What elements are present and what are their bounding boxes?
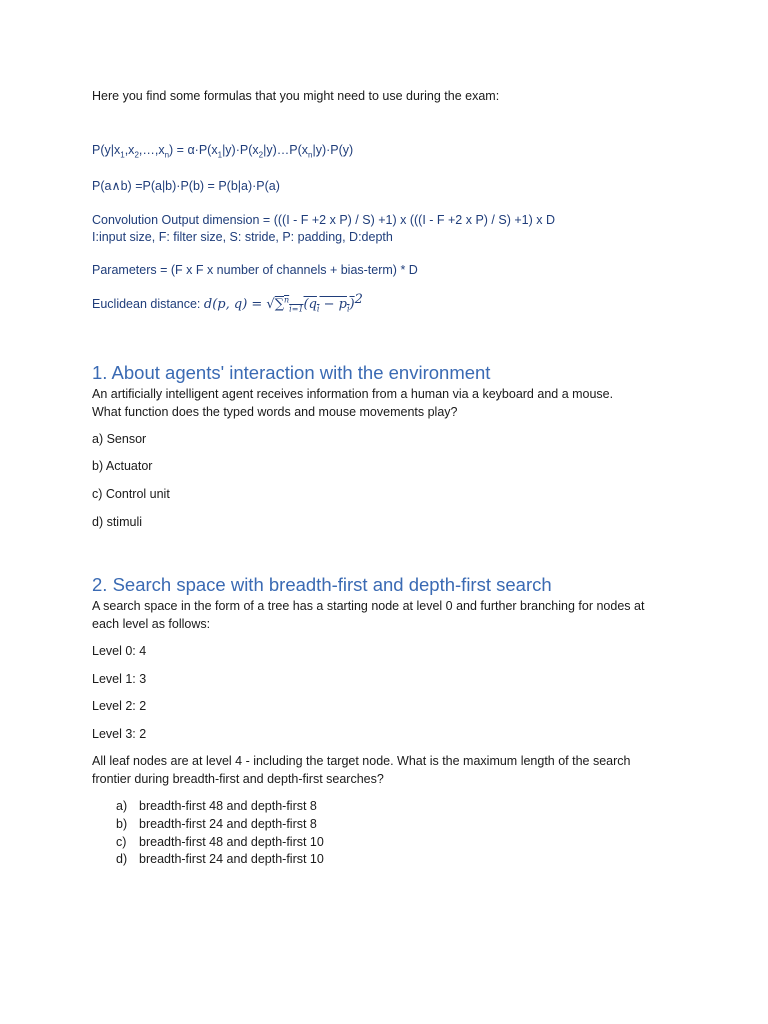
- formula-joint: P(a∧b) =P(a|b)·P(b) = P(b|a)·P(a): [92, 179, 280, 193]
- formula-conv-output: Convolution Output dimension = (((I - F +2 x P) / S) +1) x (((I - F +2 x P) / S) +1) x D: [92, 213, 555, 227]
- q2-text-line-1: A search space in the form of a tree has a starting node at level 0 and further branching for nodes at: [92, 599, 645, 613]
- q2-text-line-2: each level as follows:: [92, 617, 211, 631]
- formula-euclidean: Euclidean distance: d(p, $q) = √\sum^n_{i=1}(q_i - p_i)^2$: [92, 291, 363, 314]
- q1-text-line-1: An artificially intelligent agent receives information from a human via a keyboard and a mouse.: [92, 387, 614, 401]
- q1-text-line-2: What function does the typed words and mouse movements play?: [92, 405, 458, 419]
- q1-option-b: b) Actuator: [92, 459, 153, 473]
- q1-heading: 1. About agents' interaction with the environment: [92, 362, 491, 383]
- q2-level-1: Level 1: 3: [92, 672, 147, 686]
- q2-option-c: c) breadth-first 48 and depth-first 10: [116, 835, 324, 849]
- formula-parameters: Parameters = (F x F x number of channels + bias-term) * D: [92, 263, 418, 277]
- intro-text: Here you find some formulas that you might need to use during the exam:: [92, 89, 500, 103]
- q2-text-line-3: All leaf nodes are at level 4 - including the target node. What is the maximum length of the search: [92, 754, 631, 768]
- q1-option-d: d) stimuli: [92, 515, 143, 529]
- q2-text-line-4: frontier during breadth-first and depth-first searches?: [92, 772, 384, 786]
- q1-option-c: c) Control unit: [92, 487, 170, 501]
- q2-option-d: d) breadth-first 24 and depth-first 10: [116, 852, 324, 866]
- q2-option-a: a) breadth-first 48 and depth-first 8: [116, 799, 317, 813]
- formula-bayes: $P(y|x_1,x_2,\dots,x_n)$ = $\alpha\cdot P(x_1|y)\cdot P(x_2|y)\dots P(x_n|y)\cdot P(y)$: [92, 143, 354, 160]
- q2-option-b: b) breadth-first 24 and depth-first 8: [116, 817, 317, 831]
- q2-heading: 2. Search space with breadth-first and depth-first search: [92, 574, 552, 595]
- q1-option-a: a) Sensor: [92, 432, 147, 446]
- q2-level-0: Level 0: 4: [92, 644, 147, 658]
- formula-conv-legend: I:input size, F: filter size, S: stride, P: padding, D:depth: [92, 230, 393, 244]
- q2-level-3: Level 3: 2: [92, 727, 147, 741]
- q2-level-2: Level 2: 2: [92, 699, 147, 713]
